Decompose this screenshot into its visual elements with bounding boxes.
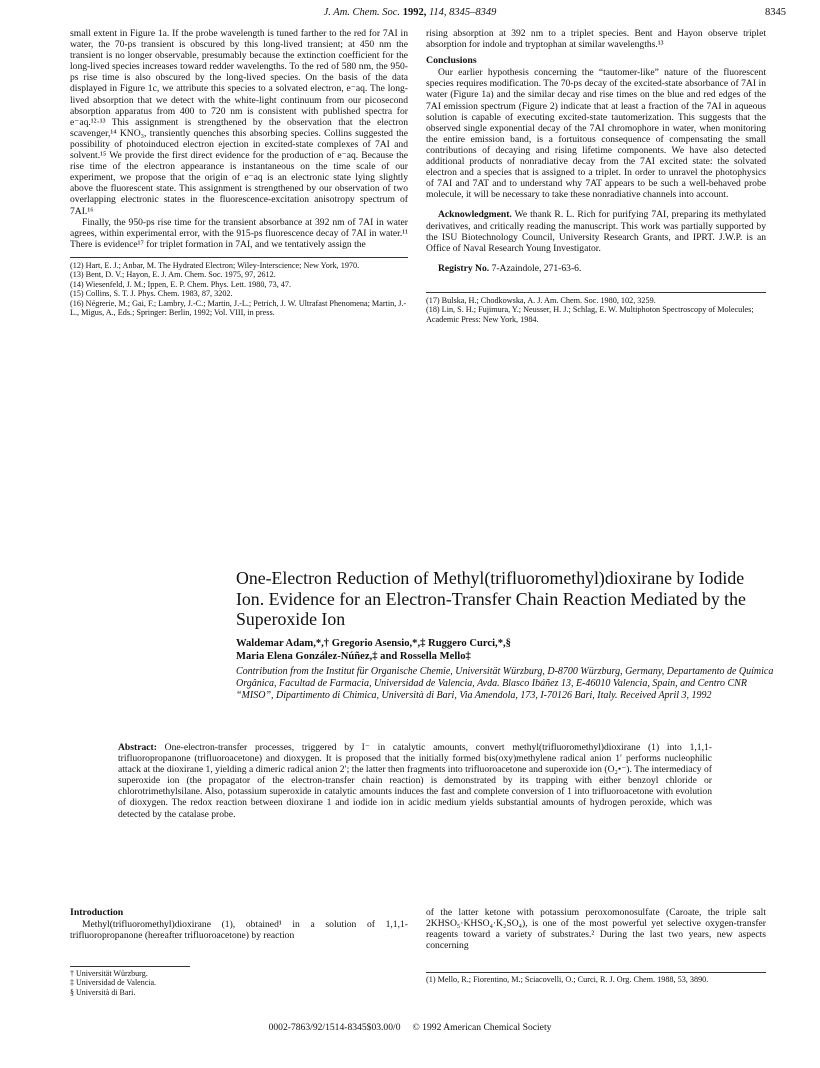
left-column — [70, 28, 408, 318]
footnote-divider — [426, 972, 766, 973]
reference-item: (18) Lin, S. H.; Fujimura, Y.; Neusser, H. J.; Schlag, E. W. Multiphoton Spectroscopy of Molecules; Academic Press: New York, 1984. — [426, 305, 754, 324]
reference-item: (14) Wiesenfeld, J. M.; Ippen, E. P. Chem. Phys. Lett. 1980, 73, 47. — [70, 279, 292, 289]
acknowledgment-paragraph — [426, 209, 766, 253]
footnote-divider — [426, 292, 766, 293]
page-number: 8345 — [765, 7, 786, 18]
journal-volume: 114, — [428, 7, 447, 18]
footer-code: 0002-7863/92/1514-8345$03.00/0 — [268, 1022, 401, 1033]
introduction-heading: Introduction — [70, 907, 124, 918]
footnote-item: ‡ Universidad de Valencia. — [70, 978, 157, 988]
affiliation: Contribution from the Institut für Organische Chemie, Universität Würzburg, D-8700 Würzburg, Germany, Departamento de Química Orgânica, Facultad de Farmacia, Universidad de Valencia, Avda. Blasco Ibáñez 13, E-46010 Valencia, Spain, and Centro CNR “MISO”, Dipartimento di Chimica, Università di Bari, Via Amendola, 173, I-70126 Bari, Italy. Received April 3, 1992 — [236, 666, 774, 701]
intro-left-column — [70, 907, 408, 941]
abstract-text: One-electron-transfer processes, triggered by I⁻ in catalytic amounts, convert methyl(trifluoromethyl)dioxirane (1) into 1,1,1-trifluoropropanone (trifluoroacetone) and dioxygen. It is proposed that the initially formed bis(oxy)methylene radical anion 1′ performs nucleophilic attack at the dioxirane 1, yielding a dimeric radical anion 2′; the latter then fragments into trifluoroacetone and superoxide ion (O₂•⁻). The intermediacy of superoxide ion (the propagator of the electron-transfer chain reaction) is demonstrated by its trapping with either benzoyl chloride or chlorotrimethylsilane. Also, potassium superoxide in catalytic amounts induces the fast and complete conversion of 1 into trifluoroacetone with evolution of dioxygen. The redox reaction between dioxirane 1 and iodide ion in acidic medium yields substantial amounts of hydrogen peroxide, which was detected by the catalase probe. — [118, 742, 712, 820]
intro-right-column — [426, 907, 766, 951]
reference-item: (16) Négrerie, M.; Gai, F.; Lambry, J.-C.; Martin, J.-L.; Petrich, J. W. Ultrafast Phenomena; Martin, J.-L., Migus, A., Eds.; Springer: Berlin, 1992; Vol. VIII, in press. — [70, 298, 407, 318]
author-line: Waldemar Adam,*,† Gregorio Asensio,*,‡ Ruggero Curci,*,§ — [236, 638, 511, 649]
conclusions-paragraph: Our earlier hypothesis concerning the “tautomer-like” nature of the fluorescent species requires modification. The 70-ps decay of the excited-state absorbance of 7AI in water (Figure 1a) and the similar decay and rise times on the blue and red edges of the 7AI emission spectrum (Figure 2) indicate that at least a fraction of the 7AI in aqueous solution is capable of executing excited-state tautomerization. This suggests that the observed single exponential decay of the 7AI chromophore in water, when monitoring the entire emission band, is a fortuitous consequence of compensating the small contributions of decaying and rising lifetime components. We have also detected additional products of nonradiative decay from the 7AI excited state: the solvated electron and a species that is assigned to a triplet. In order to unravel the photophysics of 7AI and 7AT and to understand why 7AT appears to be such a well-behaved probe molecule, it will be necessary to take these nonradiative channels into account. — [426, 67, 766, 201]
registry-heading: Registry No. — [438, 262, 490, 274]
acknowledgment-text: We thank R. L. Rich for purifying 7AI, preparing its methylated derivatives, and critically reading the manuscript. This work was partially supported by the ISU Biotechnology Council, University Research Grants, and IPRT. J.W.P. is an Office of Naval Research Young Investigator. — [426, 209, 766, 254]
intro-paragraph: Methyl(trifluoromethyl)dioxirane (1), obtained¹ in a solution of 1,1,1-trifluoropropanone (hereafter trifluoroacetone) by reaction — [70, 919, 408, 942]
reference-item: (17) Bulska, H.; Chodkowska, A. J. Am. Chem. Soc. 1980, 102, 3259. — [426, 295, 656, 305]
author-footnotes — [70, 966, 270, 997]
footnote-divider — [70, 257, 408, 258]
reference-list — [70, 261, 408, 318]
abstract — [118, 742, 712, 820]
acknowledgment-heading: Acknowledgment. — [438, 209, 512, 221]
registry-text: 7-Azaindole, 271-63-6. — [491, 262, 582, 274]
conclusions-heading: Conclusions — [426, 55, 477, 67]
footnote-item: † Universität Würzburg. — [70, 969, 148, 978]
journal-year: 1992, — [402, 7, 427, 18]
running-header — [0, 7, 820, 18]
reference-item: (12) Hart, E. J.; Anbar, M. The Hydrated Electron; Wiley-Interscience; New York, 1970. — [70, 260, 360, 270]
page-footer — [0, 1022, 820, 1033]
journal-name: J. Am. Chem. Soc. — [323, 7, 401, 18]
right-column — [426, 28, 766, 324]
footnote-item: § Università di Bari. — [70, 987, 136, 997]
body-paragraph: Finally, the 950-ps rise time for the transient absorbance at 392 nm of 7AI in water agrees, within experimental error, with the 915-ps fluorescence decay of 7AI in water.¹¹ There is evidence¹⁷ for triplet formation in 7AI, and we tentatively assign the — [70, 216, 408, 250]
footer-copyright: © 1992 American Chemical Society — [412, 1022, 552, 1033]
reference-list — [426, 296, 766, 325]
article-title: One-Electron Reduction of Methyl(trifluoromethyl)dioxirane by Iodide Ion. Evidence for an Electron-Transfer Chain Reaction Mediated by the Superoxide Ion — [236, 568, 746, 629]
author-line: Maria Elena González-Núñez,‡ and Rossella Mello‡ — [236, 650, 471, 662]
reference-item: (13) Bent, D. V.; Hayon, E. J. Am. Chem. Soc. 1975, 97, 2612. — [70, 270, 276, 280]
intro-paragraph: of the latter ketone with potassium peroxomonosulfate (Caroate, the triple salt 2KHSO₅·KHSO₄·K₂SO₄), is one of the most powerful yet selective oxygen-transfer reagents toward a variety of substrates.² During the last two years, new aspects concerning — [426, 907, 766, 952]
body-paragraph: rising absorption at 392 nm to a triplet species. Bent and Hayon observe triplet absorption for indole and tryptophan at similar wavelengths.¹³ — [426, 28, 766, 51]
body-paragraph: small extent in Figure 1a. If the probe wavelength is tuned farther to the red for 7AI in water, the 70-ps transient is obscured by this long-lived transient; at 450 nm the transient is no longer observable, presumably because the extinction coefficient for the long-lived species increases toward redder wavelengths. To the red of 580 nm, the 950-ps rise time is also obscured by the long-lived species. On the basis of the data displayed in Figure 1c, we attribute this species to a solvated electron, e⁻aq. The long-lived absorption that we detect with the white-light continuum from our picosecond absorption apparatus from 400 to 720 nm is consistent with published spectra for e⁻aq.¹²·¹³ This assignment is strengthened by the observation that the electron scavenger,¹⁴ KNO₃, transiently quenches this absorbing species. Collins suggested the possibility of photoinduced electron ejection in excited-state complexes of 7AI and solvent.¹⁵ We provide the first direct evidence for the production of e⁻aq. Because the rise time of the electron appearance is instantaneous on the time scale of our experiment, we propose that the origin of e⁻aq is an electronic state lying slightly above the fluorescent state. This assignment is strengthened by our observation of two overlapping electronic states in the fluorescence-excitation anisotropy spectrum of 7AI.¹⁶ — [70, 28, 408, 217]
abstract-label: Abstract: — [118, 742, 157, 753]
right-footnotes — [426, 972, 766, 985]
reference-item: (1) Mello, R.; Fiorentino, M.; Sciacovelli, O.; Curci, R. J. Org. Chem. 1988, 53, 3890. — [426, 975, 709, 984]
reference-item: (15) Collins, S. T. J. Phys. Chem. 1983, 87, 3202. — [70, 289, 233, 299]
author-list — [236, 638, 776, 663]
footnote-divider — [70, 966, 190, 967]
journal-pages: 8345–8349 — [449, 7, 497, 18]
registry-paragraph — [426, 263, 766, 274]
